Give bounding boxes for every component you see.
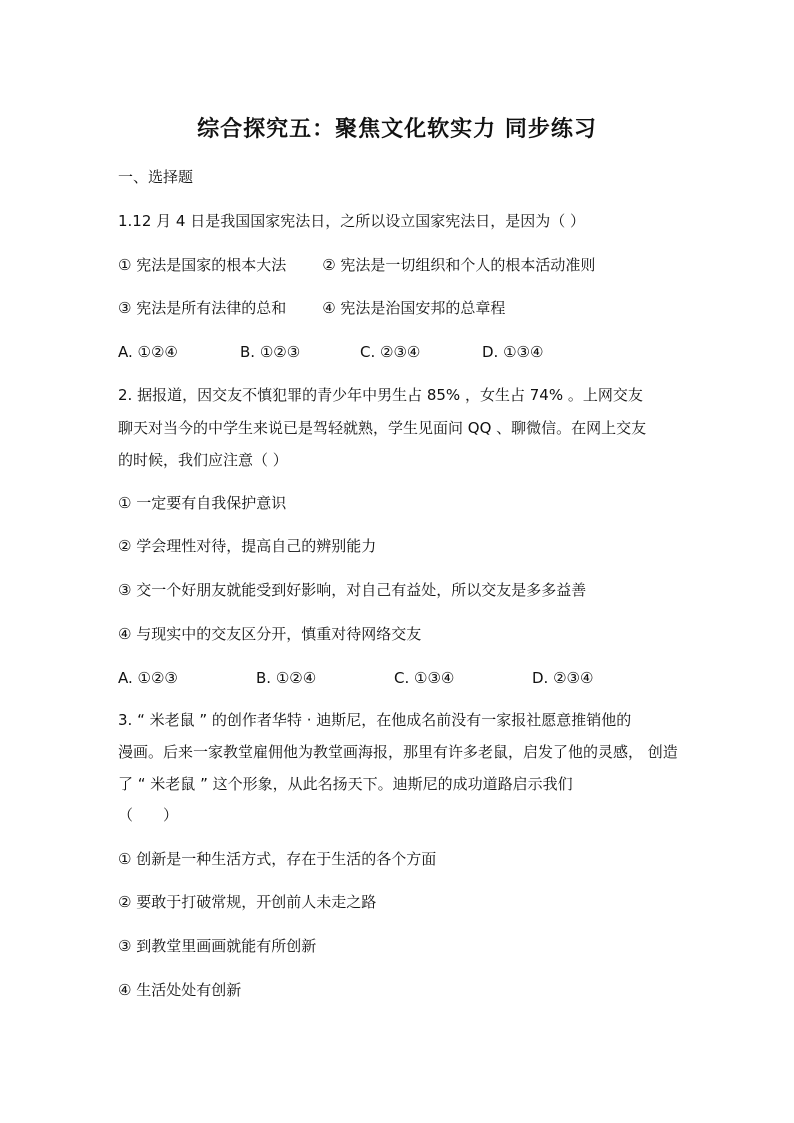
question-3-stem-line-4: （ ）	[118, 806, 179, 824]
question-2-statement-2: ② 学会理性对待，提高自己的辨别能力	[118, 537, 377, 555]
question-1-statement-1: ① 宪法是国家的根本大法	[118, 256, 287, 274]
question-1-option-b: B. ①②③	[240, 343, 301, 361]
question-1-option-d: D. ①③④	[482, 343, 544, 361]
question-3-stem-line-1: 3. “ 米老鼠 ” 的创作者华特 · 迪斯尼，在他成名前没有一家报社愿意推销他的	[118, 711, 632, 729]
question-2-option-c: C. ①③④	[394, 669, 455, 687]
question-1-stem: 1.12 月 4 日是我国国家宪法日，之所以设立国家宪法日，是因为（ ）	[118, 212, 586, 230]
question-1-statements-row-2	[118, 298, 505, 318]
question-1-statement-3: ③ 宪法是所有法律的总和	[118, 299, 287, 317]
question-1-option-c: C. ②③④	[360, 343, 421, 361]
question-3-stem-line-3: 了 “ 米老鼠 ” 这个形象，从此名扬天下。迪斯尼的成功道路启示我们	[118, 775, 573, 793]
question-2-option-d: D. ②③④	[532, 669, 594, 687]
question-3-statement-4: ④ 生活处处有创新	[118, 981, 242, 999]
question-2-option-b: B. ①②④	[256, 669, 317, 687]
question-2-stem-line-3: 的时候，我们应注意（ ）	[118, 451, 288, 469]
question-1-statement-2: ② 宪法是一切组织和个人的根本活动准则	[322, 256, 596, 274]
question-2-options	[118, 668, 593, 688]
question-2-statement-1: ① 一定要有自我保护意识	[118, 494, 287, 512]
question-2-option-a: A. ①②③	[118, 669, 178, 687]
question-1-options	[118, 342, 543, 362]
question-2-statement-4: ④ 与现实中的交友区分开，慎重对待网络交友	[118, 625, 422, 643]
question-2-stem-line-2: 聊天对当今的中学生来说已是驾轻就熟，学生见面问 QQ 、聊微信。在网上交友	[118, 419, 647, 437]
question-3-stem-line-2: 漫画。后来一家教堂雇佣他为教堂画海报，那里有许多老鼠，启发了他的灵感， 创造	[118, 743, 678, 761]
question-1-option-a: A. ①②④	[118, 343, 178, 361]
question-3-statement-1: ① 创新是一种生活方式，存在于生活的各个方面	[118, 850, 437, 868]
question-1-statement-4: ④ 宪法是治国安邦的总章程	[322, 299, 506, 317]
document-title: 综合探究五：聚焦文化软实力 同步练习	[197, 116, 597, 142]
question-2-statement-3: ③ 交一个好朋友就能受到好影响，对自己有益处，所以交友是多多益善	[118, 581, 587, 599]
question-1-statements-row-1	[118, 255, 595, 275]
question-2-stem-line-1: 2. 据报道，因交友不慎犯罪的青少年中男生占 85% ，女生占 74% 。上网交友	[118, 386, 643, 404]
section-heading: 一、选择题	[118, 168, 194, 186]
question-3-statement-2: ② 要敢于打破常规，开创前人未走之路	[118, 893, 377, 911]
question-3-statement-3: ③ 到教堂里画画就能有所创新	[118, 937, 317, 955]
